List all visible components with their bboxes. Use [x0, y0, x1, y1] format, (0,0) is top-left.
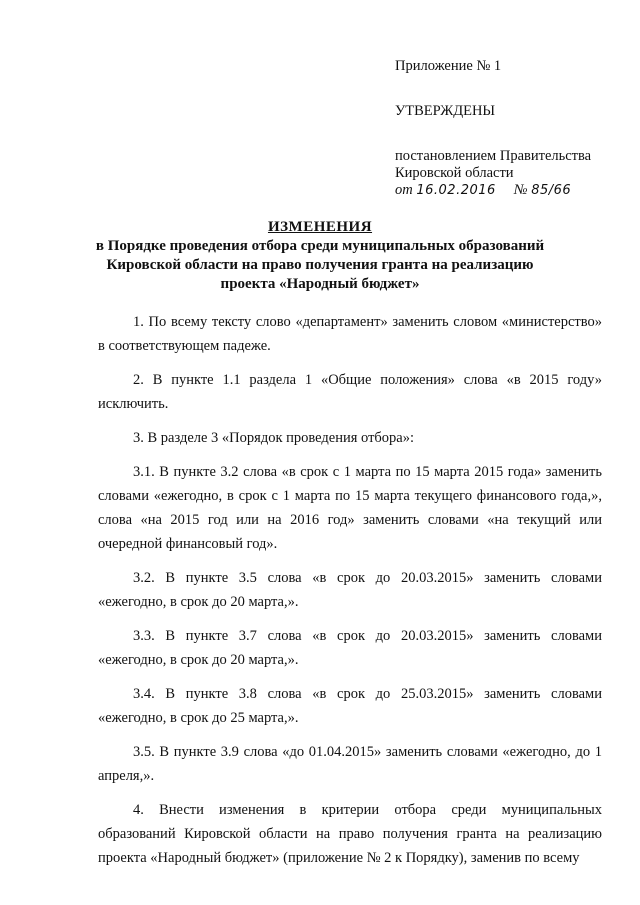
title-sub: в Порядке проведения отбора среди муниципальных образований Кировской области на право получения гранта на реализацию проекта «Народный бюджет»	[95, 238, 545, 292]
paragraph: 3.3. В пункте 3.7 слова «в срок до 20.03.2015» заменить словами «ежегодно, в срок до 20 марта,».	[98, 628, 602, 668]
paragraph: 3.2. В пункте 3.5 слова «в срок до 20.03.2015» заменить словами «ежегодно, в срок до 20 марта,».	[98, 570, 602, 610]
handwritten-number: 85/66	[531, 183, 572, 198]
paragraph: 3.5. В пункте 3.9 слова «до 01.04.2015» заменить словами «ежегодно, до 1 апреля,».	[98, 744, 602, 784]
paragraph: 3.4. В пункте 3.8 слова «в срок до 25.03.2015» заменить словами «ежегодно, в срок до 25 марта,».	[98, 686, 602, 726]
document-title	[80, 218, 560, 294]
paragraph: 4. Внести изменения в критерии отбора среди муниципальных образований Кировской области на право получения гранта на реализацию проекта «Народный бюджет» (приложение № 2 к Порядку), заменив по всему	[98, 802, 602, 866]
paragraph: 2. В пункте 1.1 раздела 1 «Общие положения» слова «в 2015 году» исключить.	[98, 372, 602, 412]
number-prefix: №	[513, 182, 528, 198]
title-main: ИЗМЕНЕНИЯ	[267, 219, 373, 235]
paragraph: 3. В разделе 3 «Порядок проведения отбора»:	[133, 430, 415, 446]
handwritten-date: 16.02.2016	[416, 183, 496, 198]
resolution-line-1: постановлением Правительства	[395, 148, 592, 164]
approval-header	[395, 58, 625, 199]
date-prefix: от	[395, 182, 413, 198]
document-body	[98, 310, 602, 880]
appendix-label: Приложение № 1	[395, 58, 502, 74]
signature-line	[395, 182, 625, 199]
paragraph: 3.1. В пункте 3.2 слова «в срок с 1 марта по 15 марта 2015 года» заменить словами «ежегодно, в срок с 1 марта по 15 марта текущего финансового года,», слова «на 2015 год или на 2016 год» заменить словами «на текущий или очередной финансовый год».	[98, 464, 602, 552]
paragraph: 1. По всему тексту слово «департамент» заменить словом «министерство» в соответствующем падеже.	[98, 314, 602, 354]
resolution-line-2: Кировской области	[395, 165, 514, 181]
approved-label: УТВЕРЖДЕНЫ	[395, 103, 496, 119]
